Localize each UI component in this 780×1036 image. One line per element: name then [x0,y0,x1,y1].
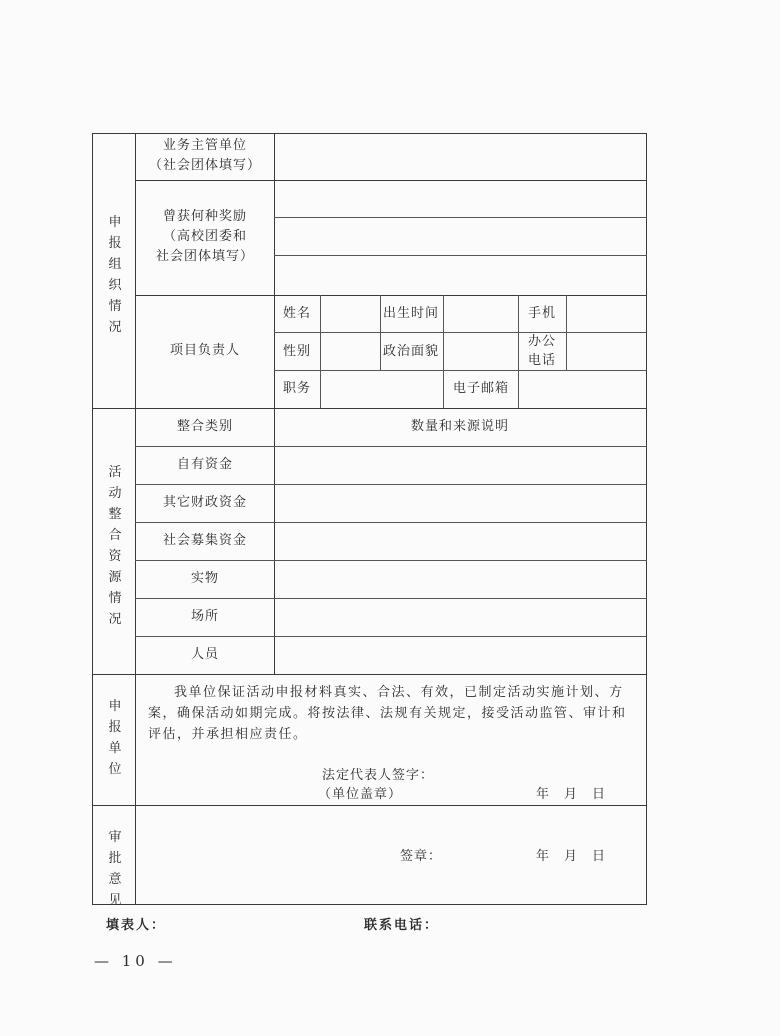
divider-section-2 [92,674,647,675]
field-office-phone-line2: 电话 [527,353,557,368]
divider-awards-1 [274,217,647,218]
label-supervisor-line1: 业务主管单位 [162,138,248,153]
label-awards-line2: （高校团委和 [162,229,248,244]
section-label-applicant-org: 申报组织情况 [108,215,122,335]
leader-vline-1 [320,295,321,408]
leader-vline-6 [443,370,444,408]
label-leader: 项目负责人 [169,343,241,358]
res-row-line-2 [135,484,647,485]
label-supervisor-line2: （社会团体填写） [148,158,262,173]
res-item-other-fiscal: 其它财政资金 [162,495,248,510]
footer-filler: 填表人： [106,918,167,933]
divider-label-column [274,133,275,674]
border-top [92,133,647,134]
res-item-goods: 实物 [190,571,220,586]
field-political: 政治面貌 [382,344,440,359]
leader-vline-2 [380,295,381,370]
res-row-line-1 [135,446,647,447]
res-header-desc: 数量和来源说明 [410,419,510,434]
divider-awards-end [135,295,647,296]
label-awards-line1: 曾获何种奖励 [162,209,248,224]
section-label-approval: 审批意见 [108,830,122,908]
field-position: 职务 [282,381,312,396]
legal-rep-signature: 法定代表人签字： [322,768,435,783]
res-row-line-6 [135,636,647,637]
footer-phone: 联系电话： [364,918,440,933]
divider-leader-1 [274,332,647,333]
res-row-line-5 [135,598,647,599]
res-header-category: 整合类别 [176,419,234,434]
divider-leader-2 [274,370,647,371]
field-email: 电子邮箱 [452,381,510,396]
field-birth: 出生时间 [382,306,440,321]
res-item-social-raised: 社会募集资金 [162,533,248,548]
res-row-line-3 [135,522,647,523]
leader-vline-4 [518,295,519,408]
field-gender: 性别 [282,344,312,359]
divider-section-3 [92,805,647,806]
unit-seal: （单位盖章） [318,787,403,802]
approval-date: 年 月 日 [536,849,607,864]
divider-awards-2 [274,255,647,256]
field-office-phone-line1: 办公 [527,334,557,349]
res-item-venue: 场所 [190,609,220,624]
applicant-date: 年 月 日 [536,787,607,802]
leader-vline-3 [443,295,444,370]
res-row-line-4 [135,560,647,561]
divider-supervisor [135,180,647,181]
leader-vline-5 [566,295,567,370]
approval-sign: 签章： [400,849,443,864]
field-name: 姓名 [282,306,312,321]
border-bottom [92,904,647,905]
res-item-own-funds: 自有资金 [176,457,234,472]
field-mobile: 手机 [527,306,557,321]
divider-bottom-left [135,674,136,904]
section-label-applicant-unit: 申报单位 [108,699,122,777]
divider-section-1 [92,408,647,409]
border-left [92,133,93,904]
label-awards-line3: 社会团体填写） [155,249,255,264]
divider-left-column [135,133,136,674]
applicant-statement: 我单位保证活动申报材料真实、合法、有效，已制定活动实施计划、方案，确保活动如期完成。将按法律、法规有关规定，接受活动监管、审计和评估，并承担相应责任。 [148,685,627,742]
res-item-personnel: 人员 [190,647,220,662]
page-number: — 10 — [94,952,177,970]
border-right [646,133,647,904]
section-label-resources: 活动整合资源情况 [108,465,122,627]
